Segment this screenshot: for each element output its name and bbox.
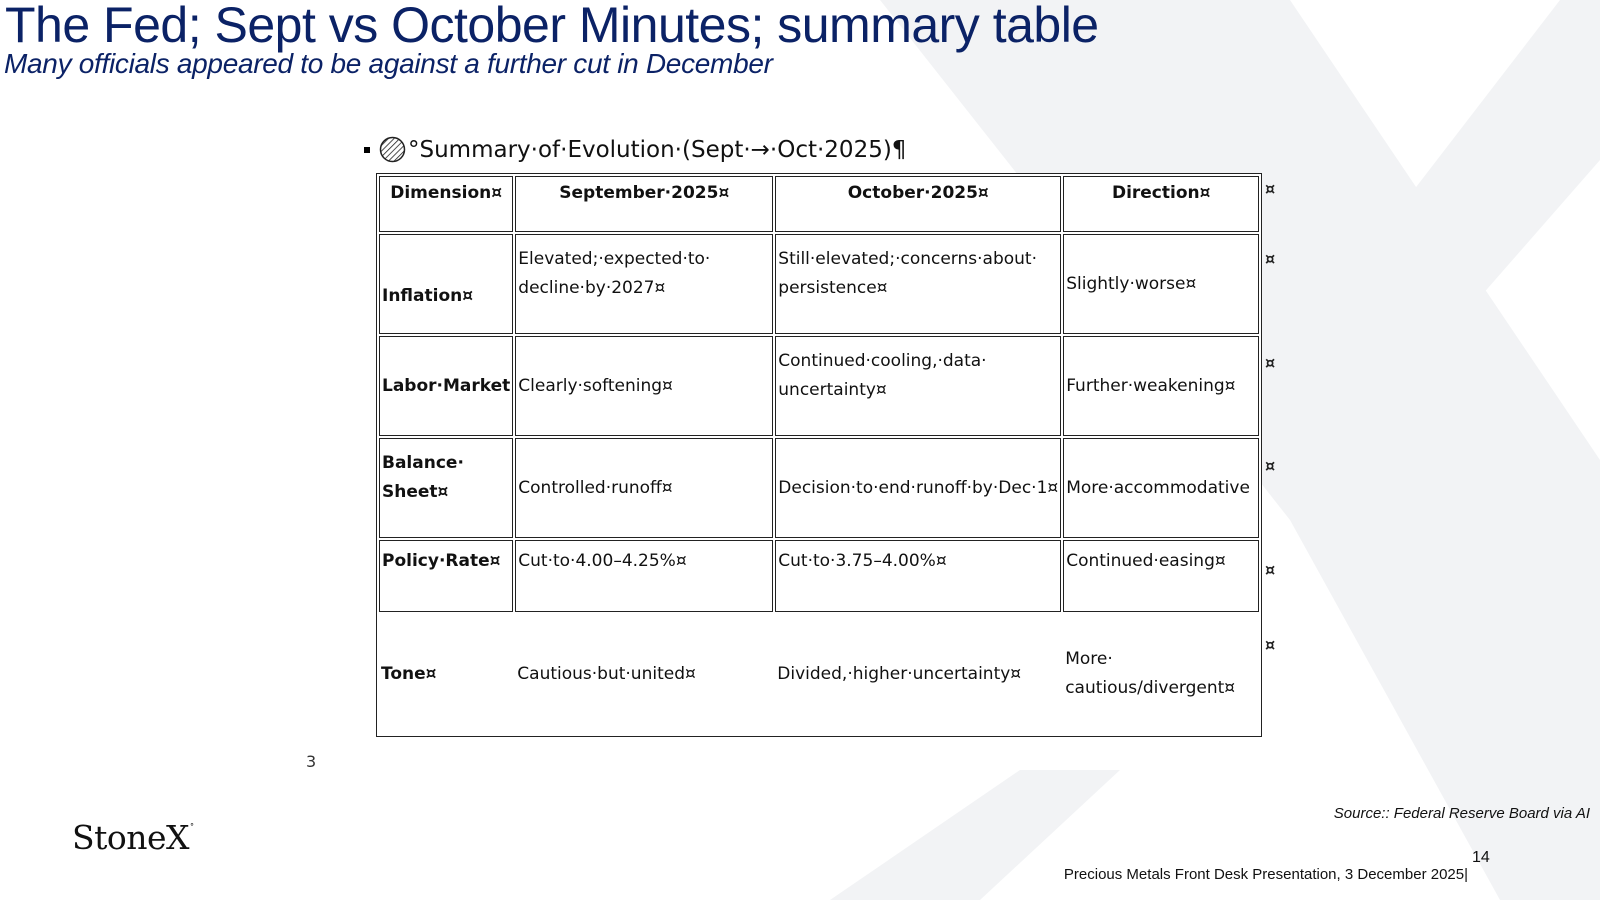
summary-table (376, 173, 1262, 737)
logo-mark: ° (190, 822, 194, 831)
row-dimension-cell: Balance· Sheet¤ (379, 438, 513, 538)
table-row (379, 438, 1259, 538)
row-september-cell: Controlled·runoff¤ (515, 438, 773, 538)
table-row (379, 540, 1259, 612)
page-subtitle: Many officials appeared to be against a further cut in December (4, 48, 773, 79)
source-note: Source:: Federal Reserve Board via AI (1333, 805, 1590, 822)
logo-text: StoneX (72, 818, 190, 857)
header-direction: Direction¤ (1063, 176, 1259, 232)
row-end-mark: ¤ (1265, 560, 1276, 579)
header-october: October·2025¤ (775, 176, 1061, 232)
row-end-mark: ¤ (1265, 456, 1276, 475)
row-september-cell: Cut·to·4.00–4.25%¤ (515, 540, 773, 612)
summary-heading-text: °Summary·of·Evolution·(Sept·→·Oct·2025)¶ (408, 136, 907, 163)
page-title: The Fed; Sept vs October Minutes; summary table (5, 0, 1099, 53)
header-september: September·2025¤ (515, 176, 773, 232)
row-direction-cell: Slightly·worse¤ (1063, 234, 1259, 334)
summary-heading (364, 136, 906, 163)
row-direction-cell: More· cautious/divergent¤ (1065, 649, 1236, 698)
table-header-row (379, 176, 1259, 232)
row-dimension-cell: Policy·Rate¤ (379, 540, 513, 612)
row-september-cell: Elevated;·expected·to· decline·by·2027¤ (515, 234, 773, 334)
row-end-mark: ¤ (1265, 353, 1276, 372)
row-dimension-cell: Labor·Market (379, 336, 513, 436)
row-end-mark: ¤ (1265, 635, 1276, 654)
table-row (379, 614, 1259, 734)
row-dimension-cell: Inflation¤ (379, 234, 513, 334)
table-row (379, 234, 1259, 334)
table-row (379, 336, 1259, 436)
stray-glyph: 3 (306, 752, 317, 771)
row-end-mark: ¤ (1265, 179, 1276, 198)
row-end-mark: ¤ (1265, 249, 1276, 268)
row-october-cell: Cut·to·3.75–4.00%¤ (775, 540, 1061, 612)
row-october-cell: Decision·to·end·runoff·by·Dec·1¤ (775, 438, 1061, 538)
row-september-cell: Clearly·softening¤ (515, 336, 773, 436)
row-direction-cell: More·accommodative (1063, 438, 1259, 538)
header-dimension: Dimension¤ (379, 176, 513, 232)
row-direction-cell: Continued·easing¤ (1063, 540, 1259, 612)
footer-text: Precious Metals Front Desk Presentation, 3 December 2025| (1063, 866, 1468, 883)
page-number: 14 (1472, 849, 1490, 866)
hatched-circle-icon (379, 136, 406, 163)
row-september-cell: Cautious·but·united¤ (517, 663, 696, 684)
row-october-cell: Divided,·higher·uncertainty¤ (777, 663, 1022, 684)
row-direction-cell: Further·weakening¤ (1063, 336, 1259, 436)
row-october-cell: Still·elevated;·concerns·about· persistence¤ (775, 234, 1061, 334)
row-october-cell: Continued·cooling,·data· uncertainty¤ (775, 336, 1061, 436)
stonex-logo (72, 818, 194, 857)
bullet-icon (364, 147, 370, 153)
row-dimension-cell: Tone¤ (381, 663, 437, 684)
